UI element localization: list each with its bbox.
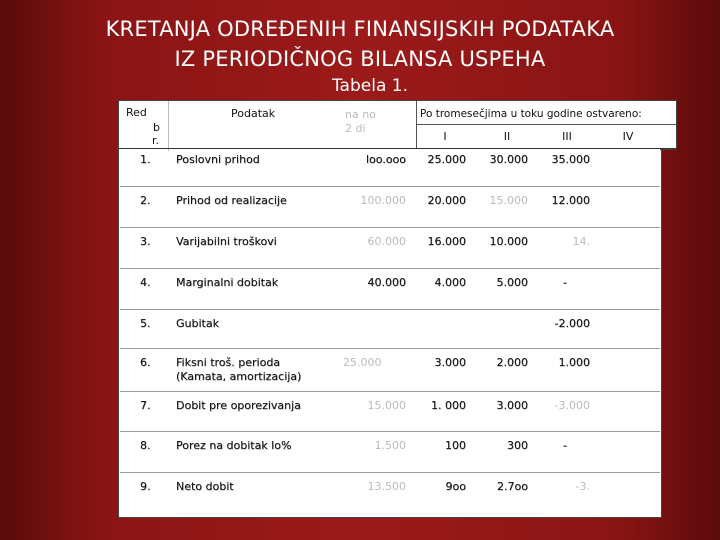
q2-value: 3.000 xyxy=(496,399,528,412)
header-divider xyxy=(168,101,169,151)
row-separator xyxy=(120,309,660,310)
header-q1: I xyxy=(443,130,447,143)
plan-value: 25.000 xyxy=(343,356,382,369)
row-label: Fiksni troš. perioda xyxy=(176,356,281,369)
row-label: Prihod od realizacije xyxy=(176,194,287,207)
row-label: Marginalni dobitak xyxy=(176,276,279,289)
row-separator xyxy=(120,227,660,228)
header-divider xyxy=(416,124,676,125)
q1-value: 1. 000 xyxy=(431,399,466,412)
table-caption: Tabela 1. xyxy=(331,76,408,96)
row-separator xyxy=(120,268,660,269)
q2-value: 2.7oo xyxy=(497,480,528,493)
q3-value: -3. xyxy=(575,480,590,493)
row-label: Dobit pre oporezivanja xyxy=(176,399,301,412)
header-bottom-line xyxy=(119,148,676,149)
row-label-detail: (Kamata, amortizacija) xyxy=(176,370,302,383)
row-number: 5. xyxy=(140,317,151,330)
row-label: Gubitak xyxy=(176,317,219,330)
row-number: 4. xyxy=(140,276,151,289)
q3-value: - xyxy=(563,439,567,452)
q2-value: 30.000 xyxy=(489,153,528,166)
row-number: 7. xyxy=(140,399,151,412)
row-separator xyxy=(120,391,660,392)
q1-value: 20.000 xyxy=(427,194,466,207)
row-number: 8. xyxy=(140,439,151,452)
header-q4: IV xyxy=(622,130,634,143)
plan-value: 100.000 xyxy=(360,194,406,207)
row-number: 3. xyxy=(140,235,151,248)
q1-value: 4.000 xyxy=(434,276,466,289)
header-r: r. xyxy=(152,134,160,147)
header-quarterly: Po tromesečjima u toku godine ostvareno: xyxy=(420,108,642,120)
q1-value: 9oo xyxy=(445,480,466,493)
q2-value: 5.000 xyxy=(496,276,528,289)
slide-title xyxy=(0,14,720,74)
header-podatak: Podatak xyxy=(231,107,276,120)
q3-value: -2.000 xyxy=(554,317,590,330)
q2-value: 10.000 xyxy=(489,235,528,248)
q1-value: 25.000 xyxy=(427,153,466,166)
q3-value: 1.000 xyxy=(558,356,590,369)
header-extension xyxy=(660,100,677,150)
q1-value: 3.000 xyxy=(434,356,466,369)
q3-value: 35.000 xyxy=(551,153,590,166)
row-separator xyxy=(120,348,660,349)
header-faded-2: 2 di xyxy=(345,122,366,135)
q2-value: 300 xyxy=(507,439,528,452)
plan-value: 60.000 xyxy=(367,235,406,248)
title-line-2: IZ PERIODIČNOG BILANSA USPEHA xyxy=(174,47,546,71)
header-q2: II xyxy=(503,130,511,143)
header-faded-1: na no xyxy=(345,108,376,121)
q3-value: - xyxy=(563,276,567,289)
row-number: 1. xyxy=(140,153,151,166)
row-label: Neto dobit xyxy=(176,480,234,493)
plan-value: 15.000 xyxy=(367,399,406,412)
row-number: 6. xyxy=(140,356,151,369)
q3-value: 12.000 xyxy=(551,194,590,207)
q2-value: 15.000 xyxy=(489,194,528,207)
row-label: Poslovni prihod xyxy=(176,153,260,166)
plan-value: 1.500 xyxy=(374,439,406,452)
title-line-1: KRETANJA ODREĐENIH FINANSIJSKIH PODATAKA xyxy=(105,17,615,41)
header-red: Red xyxy=(126,106,147,119)
row-label: Varijabilni troškovi xyxy=(176,235,277,248)
row-separator xyxy=(120,431,660,432)
header-b: b xyxy=(153,121,160,134)
row-number: 9. xyxy=(140,480,151,493)
q3-value: 14. xyxy=(572,235,590,248)
plan-value: loo.ooo xyxy=(365,153,406,166)
q1-value: 100 xyxy=(445,439,466,452)
plan-value: 13.500 xyxy=(367,480,406,493)
row-label: Porez na dobitak lo% xyxy=(176,439,292,452)
header-q3: III xyxy=(562,130,572,143)
q2-value: 2.000 xyxy=(496,356,528,369)
row-separator xyxy=(120,472,660,473)
q1-value: 16.000 xyxy=(427,235,466,248)
row-separator xyxy=(120,186,660,187)
plan-value: 40.000 xyxy=(367,276,406,289)
row-number: 2. xyxy=(140,194,151,207)
q3-value: -3.000 xyxy=(554,399,590,412)
